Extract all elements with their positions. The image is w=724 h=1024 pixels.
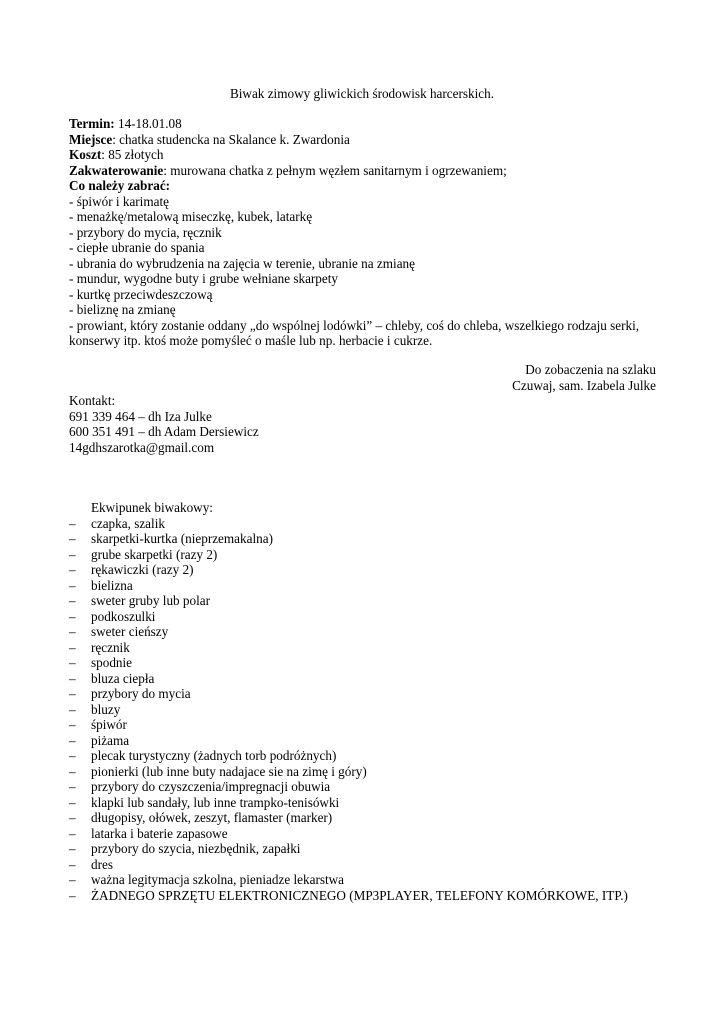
equipment-item [0,764,724,780]
contact-section [69,393,259,455]
koszt-label: Koszt [69,147,102,162]
equipment-item-label: śpiwór [91,717,127,732]
packing-heading [69,178,669,194]
dash-bullet: – [69,531,76,546]
equipment-item [0,655,724,671]
equipment-section [0,500,724,903]
dash-bullet: – [69,593,76,608]
dash-bullet: – [69,825,76,841]
dash-bullet: – [69,810,76,825]
equipment-item [0,779,724,795]
miejsce-value: : chatka studencka na Skalance k. Zwardonia [112,131,350,147]
dash-bullet: – [69,779,76,794]
equipment-item-label: rękawiczki (razy 2) [91,562,194,577]
equipment-item [0,857,724,873]
equipment-item-label: latarka i baterie zapasowe [91,825,228,841]
equipment-item-label: podkoszulki [91,608,156,624]
dash-bullet: – [69,515,76,531]
signature-block [512,362,656,393]
document-title: Biwak zimowy gliwickich środowisk harcerskich. [229,86,495,101]
equipment-item-label: dres [91,856,113,872]
contact-phone-adam: 600 351 491 – dh Adam Dersiewicz [69,424,259,439]
termin-line [69,116,669,132]
equipment-item [0,888,724,904]
packing-item-provisions: - prowiant, który zostanie oddany „do wspólnej lodówki” – chleby, coś do chleba, wszelkiego rodzaju serki, konserwy itp. ktoś może pomyśleć o maśle lub np. herbacie i cukrze. [69,317,640,348]
equipment-item-label: bluzy [91,701,121,717]
equipment-item [0,624,724,640]
equipment-item [0,547,724,563]
zakwaterowanie-line [69,163,669,179]
equipment-item-label: ręcznik [91,639,130,655]
equipment-item [0,671,724,687]
dash-bullet: – [69,624,76,639]
dash-bullet: – [69,655,76,670]
dash-bullet: – [69,732,76,748]
equipment-heading: Ekwipunek biwakowy: [91,500,213,515]
dash-bullet: – [69,794,76,810]
dash-bullet: – [69,717,76,732]
equipment-item [0,717,724,733]
equipment-item [0,872,724,888]
dash-bullet: – [69,872,76,887]
packing-item: - menażkę/metalową miseczkę, kubek, latarkę [69,209,313,224]
dash-bullet: – [69,670,76,686]
zakwaterowanie-value: : murowana chatka z pełnym węzłem sanitarnym i ogrzewaniem; [163,162,507,178]
termin-label: Termin: [69,116,115,131]
equipment-item-label: ważna legitymacja szkolna, pieniadze lekarstwa [91,872,345,887]
equipment-item-label: sweter gruby lub polar [91,593,211,608]
packing-item: - mundur, wygodne buty i grube wełniane skarpety [69,271,339,286]
equipment-item [0,593,724,609]
equipment-item [0,748,724,764]
equipment-item-label: sweter cieńszy [91,624,169,639]
packing-heading-label: Co należy zabrać: [69,178,171,193]
dash-bullet: – [69,748,76,763]
equipment-item-label: piżama [91,732,130,748]
contact-email: 14gdhszarotka@gmail.com [69,439,215,455]
equipment-item-label: ŻADNEGO SPRZĘTU ELEKTRONICZNEGO (MP3PLAYER, TELEFONY KOMÓRKOWE, ITP.) [91,887,628,903]
dash-bullet: – [69,608,76,624]
equipment-item-label: przybory do szycia, niezbędnik, zapałki [91,841,301,856]
equipment-item-label: czapka, szalik [91,515,165,531]
packing-item: - ciepłe ubranie do spania [69,240,205,255]
miejsce-line [69,132,669,148]
packing-item: - przybory do mycia, ręcznik [69,224,222,240]
packing-item: - śpiwór i karimatę [69,193,169,209]
equipment-item [0,640,724,656]
dash-bullet: – [69,841,76,856]
equipment-item-label: spodnie [91,655,133,670]
signature-name: Czuwaj, sam. Izabela Julke [512,377,656,393]
dash-bullet: – [69,546,76,562]
equipment-item [0,841,724,857]
dash-bullet: – [69,577,76,593]
dash-bullet: – [69,856,76,872]
equipment-item-label: bielizna [91,577,133,593]
packing-item: - ubrania do wybrudzenia na zajęcia w terenie, ubranie na zmianę [69,255,415,271]
dash-bullet: – [69,763,76,779]
dash-bullet: – [69,639,76,655]
equipment-item-label: plecak turystyczny (żadnych torb podróżnych) [91,748,337,763]
equipment-item [0,609,724,625]
equipment-item [0,578,724,594]
equipment-item [0,795,724,811]
equipment-item [0,826,724,842]
contact-phone-iza: 691 339 464 – dh Iza Julke [69,408,212,424]
equipment-item-label: bluza ciepła [91,670,155,686]
equipment-item-label: pionierki (lub inne buty nadajace sie na zimę i góry) [91,763,367,779]
equipment-item [0,516,724,532]
equipment-item [0,686,724,702]
koszt-line [69,147,669,163]
equipment-item [0,702,724,718]
koszt-value: : 85 złotych [101,147,164,162]
equipment-list [0,516,724,904]
signature-greeting: Do zobaczenia na szlaku [525,362,656,377]
termin-value: 14-18.01.08 [114,116,182,131]
equipment-item-label: klapki lub sandały, lub inne trampko-tenisówki [91,794,340,810]
dash-bullet: – [69,686,76,701]
info-section [69,116,669,349]
packing-item: - bieliznę na zmianę [69,302,176,317]
miejsce-label: Miejsce [69,131,113,147]
equipment-item [0,562,724,578]
equipment-item-label: skarpetki-kurtka (nieprzemakalna) [91,531,273,546]
dash-bullet: – [69,701,76,717]
contact-label: Kontakt: [69,393,116,408]
equipment-item [0,531,724,547]
packing-item: - kurtkę przeciwdeszczową [69,286,213,302]
equipment-item [0,810,724,826]
dash-bullet: – [69,887,76,903]
equipment-item-label: grube skarpetki (razy 2) [91,546,218,562]
equipment-item-label: długopisy, ołówek, zeszyt, flamaster (marker) [91,810,333,825]
equipment-item-label: przybory do czyszczenia/impregnacji obuwia [91,779,331,794]
equipment-item [0,733,724,749]
zakwaterowanie-label: Zakwaterowanie [69,162,164,178]
dash-bullet: – [69,562,76,577]
equipment-item-label: przybory do mycia [91,686,191,701]
